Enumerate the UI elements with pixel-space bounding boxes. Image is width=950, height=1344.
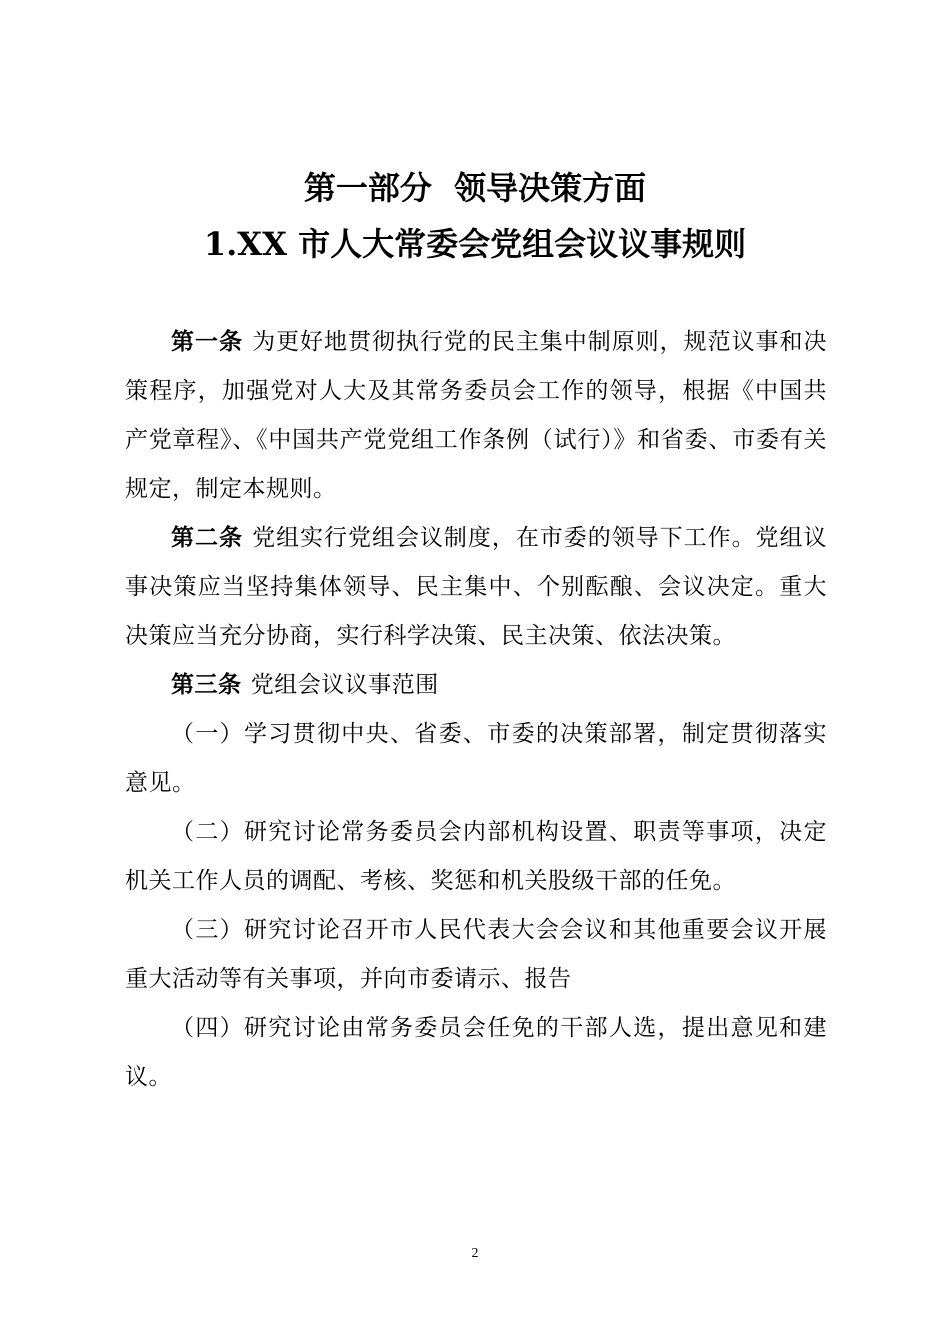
document-body [125, 318, 827, 1102]
article-1-text: 为更好地贯彻执行党的民主集中制原则，规范议事和决策程序，加强党对人大及其常务委员会工作的领导，根据《中国共产党章程》、《中国共产党党组工作条例（试行）》和省委、市委有关规定，制定本规则。 [125, 329, 828, 502]
scope-item-2: （二）研究讨论常务委员会内部机构设置、职责等事项，决定机关工作人员的调配、考核、奖惩和机关股级干部的任免。 [125, 819, 827, 894]
article-3 [125, 661, 827, 710]
title-line-part: 第一部分 领导决策方面 [303, 169, 647, 207]
article-3-label: 第三条 [171, 672, 242, 698]
article-2 [125, 514, 827, 661]
scope-item-1: （一）学习贯彻中央、省委、市委的决策部署，制定贯彻落实意见。 [125, 721, 827, 796]
article-2-label: 第二条 [171, 525, 243, 551]
title-line-rules: 1.XX 市人大常委会党组会议议事规则 [203, 225, 747, 263]
document-title [0, 160, 950, 272]
article-1-label: 第一条 [171, 329, 243, 355]
scope-item-4: （四）研究讨论由常务委员会任免的干部人选，提出意见和建议。 [125, 1015, 827, 1090]
scope-item-3: （三）研究讨论召开市人民代表大会会议和其他重要会议开展重大活动等有关事项，并向市委请示、报告 [125, 917, 827, 992]
page-number: 2 [471, 1246, 479, 1261]
article-1 [125, 318, 827, 514]
article-2-text: 党组实行党组会议制度，在市委的领导下工作。党组议事决策应当坚持集体领导、民主集中、个别酝酿、会议决定。重大决策应当充分协商，实行科学决策、民主决策、依法决策。 [125, 525, 828, 649]
article-3-text: 党组会议议事范围 [250, 672, 439, 698]
